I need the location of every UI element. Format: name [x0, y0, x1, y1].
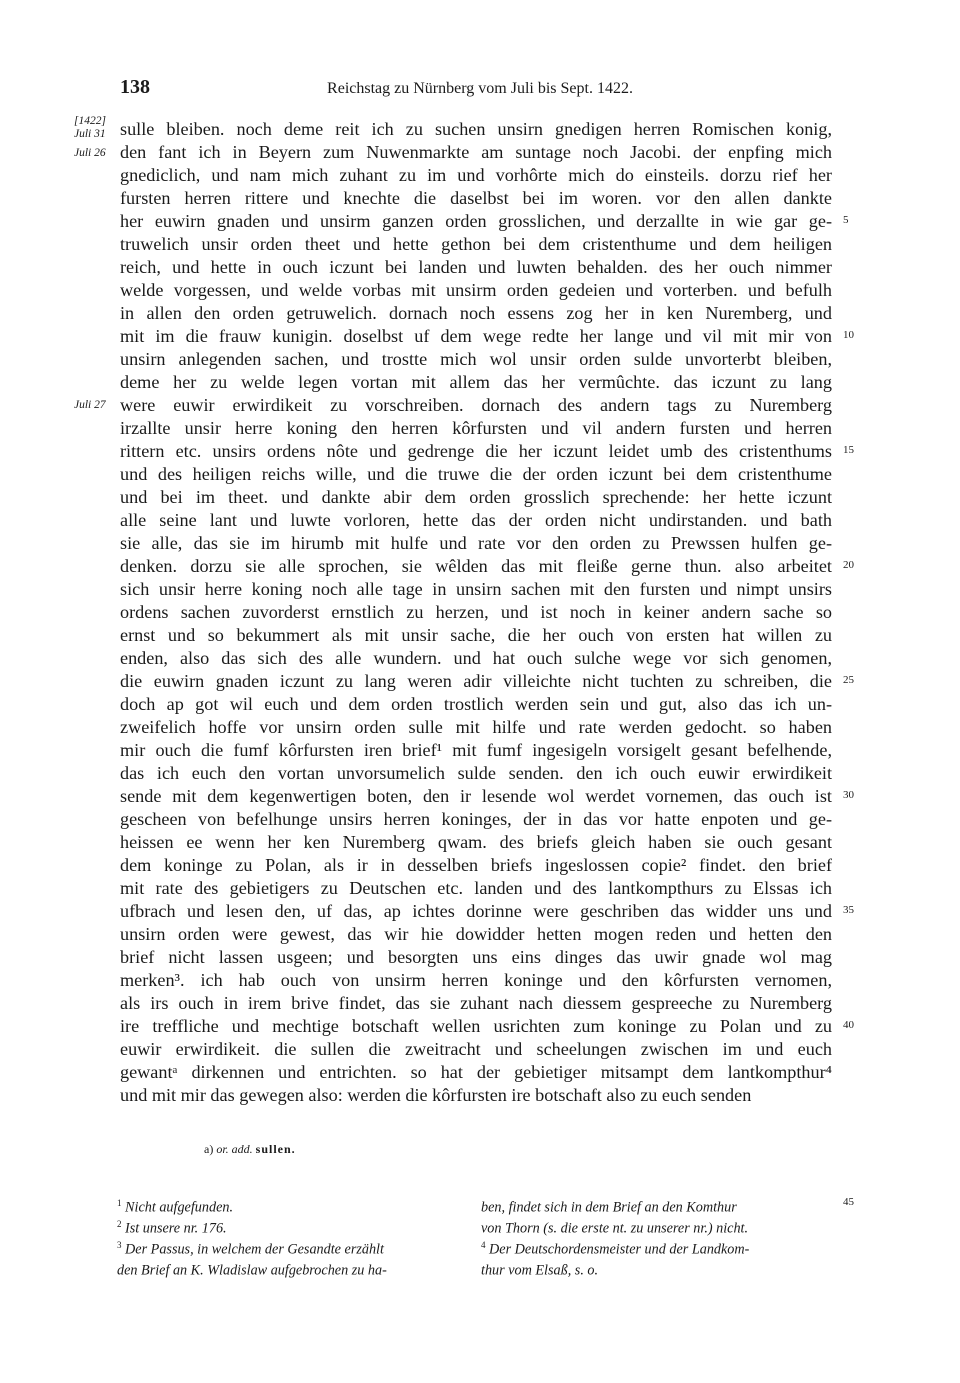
text-line: ire treffliche und mechtige botschaft wellen usrichten zum koninge zu Polan und zu — [120, 1016, 832, 1036]
footnote-text: Der Deutschordensmeister und der Landkom- — [489, 1241, 750, 1258]
footnote-mark: 4 — [481, 1240, 486, 1250]
footnote-text: Ist unsere nr. 176. — [125, 1220, 227, 1237]
footnotes-right-column — [481, 1193, 826, 1277]
text-line: euwir erwirdikeit. die sullen die zweitracht und scheelungen zwischen im und euch — [120, 1039, 832, 1059]
footnote-line — [481, 1193, 826, 1214]
text-line: brief nicht lassen usgeen; und besorgten uns eins dinges das uwir gnade wol mag — [120, 947, 832, 967]
line-number: 30 — [843, 789, 854, 801]
footnote-line — [481, 1256, 826, 1277]
text-line: heissen ee wenn her ken Nuremberg qwam. des briefs gleich haben sie ouch gesant — [120, 832, 832, 852]
text-line: sich unsir herre koning noch alle tage in unsirn sachen mit den fursten und nimpt unsirs — [120, 579, 832, 599]
text-line: doch ap got wil euch und dem orden trostlich werden sein und gut, also das ich un- — [120, 694, 832, 714]
text-line: dem koninge zu Polan, als ir in desselben briefs ingeslossen copie² findet. den brief — [120, 855, 832, 875]
footnote-text: Nicht aufgefunden. — [125, 1199, 234, 1216]
margin-date-note: Juli 27 — [74, 399, 106, 411]
margin-date-note: Juli 31 — [74, 128, 106, 140]
text-line: gescheen von befelhunge unsirs herren koninges, der in das vor hatte enpoten und ge- — [120, 809, 832, 829]
variant-word: sullen. — [255, 1142, 296, 1156]
footnote-mark: 2 — [117, 1219, 122, 1229]
text-line: in allen den orden getruwelich. dornach noch essens zog her in ken Nuremberg, und — [120, 303, 832, 323]
text-line: irzallte unsir herre koning den herren kôrfursten und vil andern fursten und herren — [120, 418, 832, 438]
text-line: rittern etc. unsirs ordens nôte und gedrenge die her iczunt leidet umb des cristenthums — [120, 441, 832, 461]
text-line: zweifelich hoffe vor unsirn orden sulle mit hilfe und rate werden gedocht. so haben — [120, 717, 832, 737]
text-line: die euwirn gnaden iczunt zu lang weren adir villeichte nicht tuchten zu schreiben, die — [120, 671, 832, 691]
line-number: 25 — [843, 674, 854, 686]
text-line: unsirn orden were gewest, das wir hie dowidder hetten mogen reden und hetten den — [120, 924, 832, 944]
text-line: enden, also das sich des alle wundern. und hat ouch sulche wege vor sich genomen, — [120, 648, 832, 668]
textual-variant-note — [204, 1142, 296, 1157]
text-line: merken³. ich hab ouch von unsirm herren koninge und den kôrfursten vernomen, — [120, 970, 832, 990]
footnote-line — [117, 1214, 457, 1235]
text-line: ufbrach und lesen den, uf das, ap ichtes dorinne were geschriben das widder uns und — [120, 901, 832, 921]
footnote-text: von Thorn (s. die erste nt. zu unserer nr.) nicht. — [481, 1220, 749, 1237]
text-line: unsirn anlegenden sachen, und trostte mich wol unsir orden sulde unvorterbt bleiben, — [120, 349, 832, 369]
text-line: sie alle, das sie im hirumb mit hulfe und rate vor den orden zu Prewssen hulfen ge- — [120, 533, 832, 553]
text-line: deme her zu welde legen vortan mit allem das her vermûchte. das iczunt zu lang — [120, 372, 832, 392]
text-line: mir ouch die fumf kôrfursten iren brief¹ mit fumf ingesigeln vorsigelt gesant befelhende, — [120, 740, 832, 760]
line-number: 40 — [843, 1019, 854, 1031]
main-text-block — [120, 118, 832, 1107]
margin-year-note: [1422] — [74, 115, 106, 127]
footnote-text: den Brief an K. Wladislaw aufgebrochen zu ha- — [117, 1262, 387, 1279]
footnote-mark: 3 — [117, 1240, 122, 1250]
footnote-text: Der Passus, in welchem der Gesandte erzählt — [125, 1241, 384, 1258]
text-line: den fant ich in Beyern zum Nuwenmarkte am suntage noch Jacobi. der enpfing mich — [120, 142, 832, 162]
line-number: 5 — [843, 214, 849, 226]
text-line: gnediclich, und nam mich zuhant zu im und vorhôrte mich do einsteils. dorzu rief her — [120, 165, 832, 185]
variant-label: a) — [204, 1142, 214, 1156]
text-line: als irs ouch in irem brive findet, das sie zuhant nach diessem gespreeche zu Nuremberg — [120, 993, 832, 1013]
running-title: Reichstag zu Nürnberg vom Juli bis Sept. 1422. — [327, 80, 633, 97]
page-number: 138 — [120, 76, 150, 98]
line-number: 15 — [843, 444, 854, 456]
text-line: were euwir erwirdikeit zu vorschreiben. dornach des andern tags zu Nuremberg — [120, 395, 832, 415]
footnote-line — [117, 1256, 457, 1277]
margin-date-note: Juli 26 — [74, 147, 106, 159]
footnote-line — [481, 1214, 826, 1235]
text-line: reich, und hette in ouch iczunt bei landen und luwten behalden. des her ouch nimmer — [120, 257, 832, 277]
text-line: her euwirn gnaden und unsirm ganzen orden grosslichen, und derzallte in wie gar ge- — [120, 211, 832, 231]
footnotes-left-column — [117, 1193, 457, 1277]
variant-abbreviation: or. add. — [216, 1142, 253, 1156]
footnote-text: thur vom Elsaß, s. o. — [481, 1262, 599, 1279]
text-line: welde vorgessen, und welde vorbas mit unsirm orden gedeien und vorterben. und befulh — [120, 280, 832, 300]
text-line: und bei im theet. und dankte abir dem orden grosslich sprechende: her hette iczunt — [120, 487, 832, 507]
text-line: fursten herren rittere und knechte die daselbst bei im woren. vor den allen dankte — [120, 188, 832, 208]
text-line: das ich euch den vortan unvorsumelich sulde senden. den ich ouch euwir erwirdikeit — [120, 763, 832, 783]
text-line: sulle bleiben. noch deme reit ich zu suchen unsirn gnedigen herren Romischen konig, — [120, 119, 832, 139]
line-number: 45 — [843, 1196, 854, 1208]
footnote-mark: 1 — [117, 1198, 122, 1208]
text-line: ernst und so bekummert als mit unsir sache, die her ouch von ersten hat willen zu — [120, 625, 832, 645]
line-number: 10 — [843, 329, 854, 341]
text-line: mit im die frauw kunigin. doselbst uf dem wege redte her lange und vil mit mir von — [120, 326, 832, 346]
text-line: und mit mir das gewegen also: werden die kôrfursten ire botschaft also zu euch senden — [120, 1085, 752, 1105]
text-line: und des heiligen reichs wille, und die truwe die der orden iczunt bei dem cristenthume — [120, 464, 832, 484]
footnote-text: ben, findet sich in dem Brief an den Komthur — [481, 1199, 737, 1216]
line-number: 20 — [843, 559, 854, 571]
footnote-line — [481, 1235, 826, 1256]
text-line: truwelich unsir orden theet und hette gethon bei dem cristenthume und dem heiligen — [120, 234, 832, 254]
text-line: denken. dorzu sie alle sprochen, sie wêlden das mit fleiße gerne thun. also arbeitet — [120, 556, 832, 576]
line-number: 35 — [843, 904, 854, 916]
text-line: mit rate des gebietigers zu Deutschen etc. landen und des lantkompthurs zu Elssas ich — [120, 878, 832, 898]
text-line: gewantᵃ dirkennen und entrichten. so hat der gebietiger mitsampt dem lantkompthur⁴ — [120, 1062, 832, 1082]
footnote-line — [117, 1235, 457, 1256]
footnote-line — [117, 1193, 457, 1214]
text-line: alle seine lant und luwte vorloren, hette das der orden nicht undirstanden. und bath — [120, 510, 832, 530]
text-line: ordens sachen zuvorderst ernstlich zu herzen, und ist noch in keiner andern sache so — [120, 602, 832, 622]
text-line: sende mit dem kegenwertigen boten, den ir lesende wol werdet vornemen, das ouch ist — [120, 786, 832, 806]
